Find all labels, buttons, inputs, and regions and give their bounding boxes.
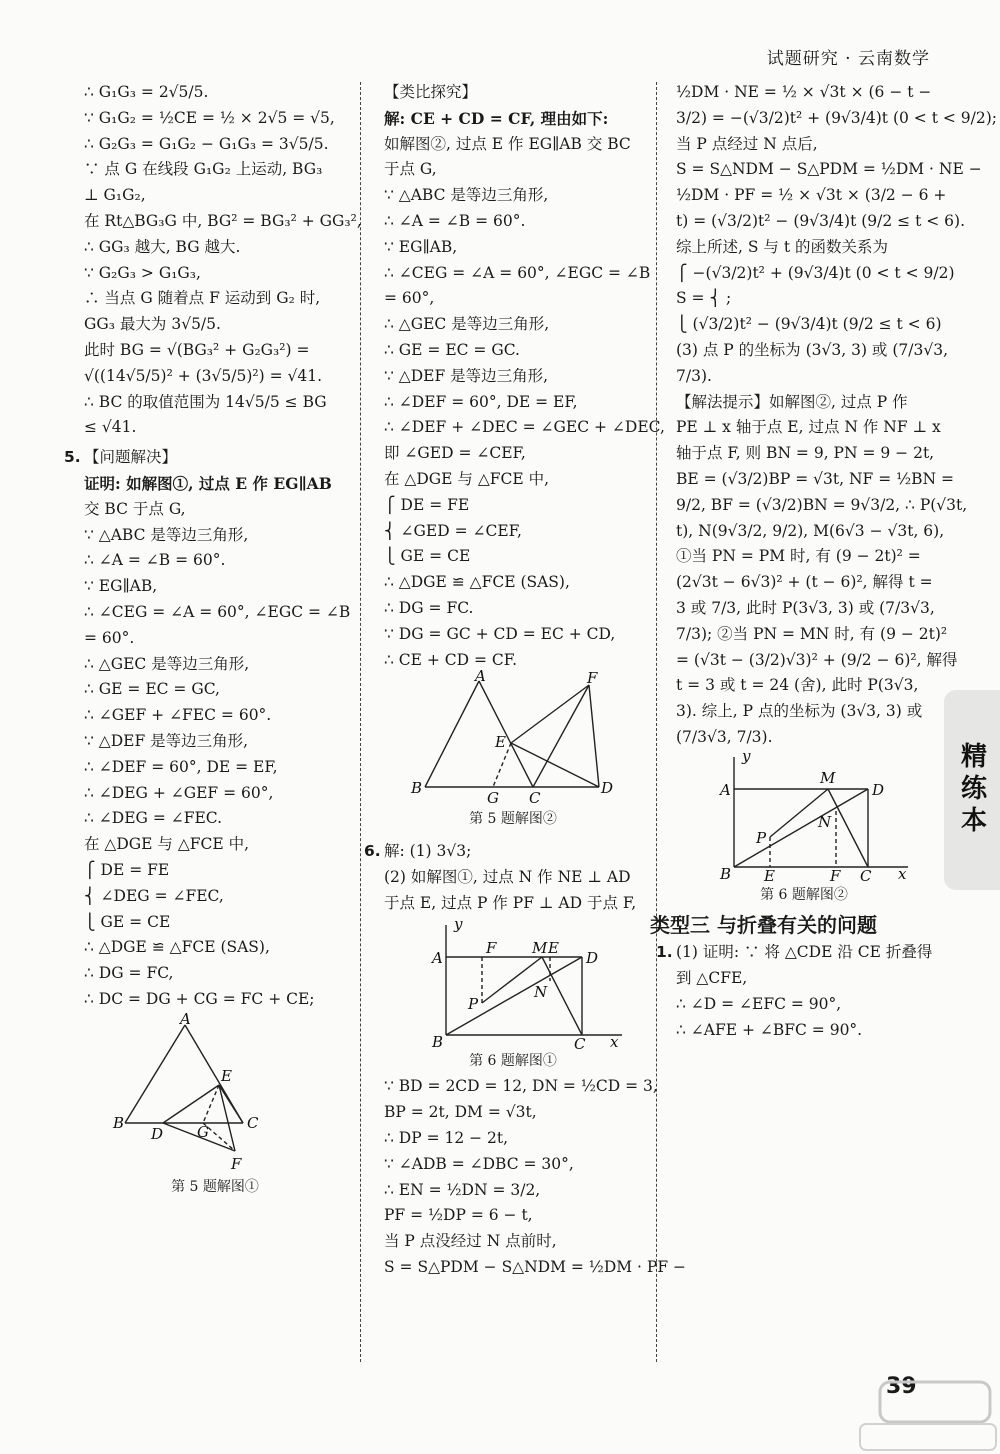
figure-6-1-label: A <box>432 948 443 967</box>
text-line: ⎨ ∠DEG = ∠FEC, <box>84 886 224 905</box>
figure-5-1-label: C <box>247 1113 259 1132</box>
text-line: ∴ DC = DG + CG = FC + CE; <box>84 989 315 1008</box>
figure-6-2-label: E <box>764 866 775 885</box>
text-line: 到 △CFE, <box>676 969 748 988</box>
text-line: 在 Rt△BG₃G 中, BG² = BG₃² + GG₃², <box>84 211 362 230</box>
text-line: ∴ ∠AFE + ∠BFC = 90°. <box>676 1020 863 1039</box>
text-line: ①当 PN = PM 时, 有 (9 − 2t)² = <box>676 547 921 566</box>
text-line: ∴ DG = FC. <box>384 598 474 617</box>
text-line: 解: CE + CD = CF, 理由如下: <box>384 108 609 128</box>
text-line: (7/3√3, 7/3). <box>676 727 773 746</box>
text-line: ∴ CE + CD = CF. <box>384 650 518 669</box>
text-line: 于点 E, 过点 P 作 PF ⊥ AD 于点 F, <box>384 893 637 912</box>
text-line: = (√3t − (3/2)√3)² + (9/2 − 6)², 解得 <box>676 650 958 669</box>
watermark-logo <box>840 1378 1000 1454</box>
text-line: ∴ GG₃ 越大, BG 越大. <box>84 237 241 256</box>
question-6-number: 6. <box>364 842 381 861</box>
text-line: ⎧ −(√3/2)t² + (9√3/4)t (0 < t < 9/2) <box>676 263 955 282</box>
text-line: ⎧ DE = FE <box>384 495 470 514</box>
text-line: 解: (1) 3√3; <box>384 842 472 861</box>
text-line: 【解法提示】如解图②, 过点 P 作 <box>676 392 908 411</box>
figure-6-2-label: D <box>872 780 885 799</box>
figure-6-1-label: D <box>586 948 599 967</box>
page-header: 试题研究 · 云南数学 <box>766 49 930 69</box>
text-line: ∵ DG = GC + CD = EC + CD, <box>384 624 616 643</box>
text-line: ∴ △DGE ≌ △FCE (SAS), <box>84 938 270 957</box>
text-line: 3 或 7/3, 此时 P(3√3, 3) 或 (7/3√3, <box>676 598 935 617</box>
text-line: 证明: 如解图①, 过点 E 作 EG∥AB <box>84 473 332 493</box>
text-line: ∵ △DEF 是等边三角形, <box>384 366 549 385</box>
figure-6-1-label: N <box>534 982 548 1001</box>
figure-6-1 <box>398 914 628 1053</box>
figure-5-2-label: D <box>601 779 614 798</box>
text-line: (1) 证明: ∵ 将 △CDE 沿 CE 折叠得 <box>676 943 933 962</box>
column-divider-2 <box>656 82 657 1362</box>
text-line: S = ⎨ ; <box>676 289 732 308</box>
text-line: = 60°. <box>84 628 135 647</box>
figure-5-1-label: D <box>151 1124 164 1143</box>
figure-6-2-label: M <box>820 768 836 787</box>
text-line: 当 P 点经过 N 点后, <box>676 134 818 153</box>
text-line: 在 △DGE 与 △FCE 中, <box>384 469 550 488</box>
text-line: ∵ G₁G₂ = ½CE = ½ × 2√5 = √5, <box>84 108 335 127</box>
section-title-type-3: 类型三 与折叠有关的问题 <box>650 912 877 937</box>
text-line: ∴ △GEC 是等边三角形, <box>384 315 550 334</box>
text-line: ½DM · PF = ½ × √3t × (3/2 − 6 + <box>676 186 947 205</box>
text-line: ∴ ∠A = ∠B = 60°. <box>384 211 526 230</box>
text-line: ∵ △DEF 是等边三角形, <box>84 731 249 750</box>
figure-5-2-label: G <box>487 789 499 808</box>
text-line: t), N(9√3/2, 9/2), M(6√3 − √3t, 6), <box>676 521 945 540</box>
figure-5-1-label: B <box>113 1113 125 1132</box>
text-line: ∴ ∠DEG = ∠FEC. <box>84 809 223 828</box>
text-line: 在 △DGE 与 △FCE 中, <box>84 835 250 854</box>
figure-6-2-caption: 第 6 题解图② <box>760 886 848 903</box>
column-1-lines <box>84 80 362 441</box>
figure-5-2-caption: 第 5 题解图② <box>469 811 557 828</box>
text-line: 综上所述, S 与 t 的函数关系为 <box>676 237 888 256</box>
text-line: ∵ EG∥AB, <box>84 577 158 596</box>
text-line: 如解图②, 过点 E 作 EG∥AB 交 BC <box>384 134 631 153</box>
figure-5-2 <box>403 667 623 808</box>
text-line: √((14√5/5)² + (3√5/5)²) = √41. <box>84 366 323 385</box>
text-line: 轴于点 F, 则 BN = 9, PN = 9 − 2t, <box>676 444 935 463</box>
text-line: t = 3 或 t = 24 (舍), 此时 P(3√3, <box>676 676 919 695</box>
figure-5-1-label: G <box>197 1122 209 1141</box>
figure-6-1-label: B <box>432 1032 444 1051</box>
question-5-title: 【问题解决】 <box>84 448 178 467</box>
text-line: (3) 点 P 的坐标为 (3√3, 3) 或 (7/3√3, <box>676 340 949 359</box>
section-3-question-1-lines <box>676 940 932 1043</box>
figure-5-2-label: E <box>495 733 506 752</box>
text-line: ⎩ GE = CE <box>84 912 171 931</box>
text-line: BP = 2t, DM = √3t, <box>384 1103 537 1122</box>
text-line: 3). 综上, P 点的坐标为 (3√3, 3) 或 <box>676 702 923 721</box>
side-tab <box>944 690 1000 890</box>
figure-5-2-label: F <box>587 669 598 688</box>
column-3-lines <box>676 80 997 751</box>
text-line: ∴ △GEC 是等边三角形, <box>84 654 250 673</box>
text-line: 3/2) = −(√3/2)t² + (9√3/4)t (0 < t < 9/2); <box>676 108 997 127</box>
page-number: 39 <box>886 1374 917 1399</box>
question-5-number: 5. <box>64 448 81 467</box>
text-line: S = S△NDM − S△PDM = ½DM · NE − <box>676 160 982 179</box>
question-6-lines-continued <box>384 1074 687 1280</box>
text-line: ⎨ ∠GED = ∠CEF, <box>384 521 522 540</box>
section-3-question-1-number: 1. <box>656 943 673 962</box>
analogy-title: 【类比探究】 <box>384 83 478 101</box>
figure-6-1-label: C <box>574 1034 586 1053</box>
column-2-lines <box>384 106 665 674</box>
text-line: ∴ GE = EC = GC. <box>384 340 520 359</box>
text-line: 9/2, BF = (√3/2)BN = 9√3/2, ∴ P(√3t, <box>676 495 968 514</box>
figure-6-2-label: P <box>756 828 767 847</box>
text-line: ∴ ∠DEG + ∠GEF = 60°, <box>84 783 274 802</box>
text-line: 交 BC 于点 G, <box>84 499 186 518</box>
question-6-lines <box>384 839 642 916</box>
text-line: ∴ ∠D = ∠EFC = 90°, <box>676 994 842 1013</box>
figure-6-1-label: y <box>454 914 463 933</box>
text-line: ⎩ GE = CE <box>384 547 471 566</box>
figure-5-1-label: F <box>231 1154 242 1173</box>
figure-5-2-label: C <box>529 789 541 808</box>
text-line: ∵ △ABC 是等边三角形, <box>84 525 249 544</box>
text-line: ∴ ∠DEF + ∠DEC = ∠GEC + ∠DEC, <box>384 418 665 437</box>
text-line: ∴ △DGE ≌ △FCE (SAS), <box>384 573 570 592</box>
figure-6-2-label: F <box>830 866 841 885</box>
figure-6-1-label: M <box>532 938 548 957</box>
text-line: ∴ DP = 12 − 2t, <box>384 1128 509 1147</box>
figure-5-1-label: A <box>180 1009 191 1028</box>
text-line: ∴ BC 的取值范围为 14√5/5 ≤ BG <box>84 392 327 411</box>
text-line: ∴ DG = FC, <box>84 964 174 983</box>
text-line: 当 P 点没经过 N 点前时, <box>384 1232 557 1251</box>
column-1 <box>64 80 362 1200</box>
figure-6-1-label: P <box>468 994 479 1013</box>
text-line: 即 ∠GED = ∠CEF, <box>384 444 526 463</box>
text-line: ∴ ∠CEG = ∠A = 60°, ∠EGC = ∠B <box>384 263 651 282</box>
figure-6-2-label: x <box>898 864 907 883</box>
text-line: t) = (√3/2)t² − (9√3/4)t (9/2 ≤ t < 6). <box>676 211 965 230</box>
text-line: ∴ ∠A = ∠B = 60°. <box>84 551 226 570</box>
text-line: 7/3). <box>676 366 712 385</box>
text-line: ⊥ G₁G₂, <box>84 186 146 205</box>
text-line: ∴ G₂G₃ = G₁G₂ − G₁G₃ = 3√5/5. <box>84 134 329 153</box>
text-line: GG₃ 最大为 3√5/5. <box>84 315 221 334</box>
text-line: = 60°, <box>384 289 435 308</box>
figure-6-1-label: E <box>548 938 559 957</box>
column-divider-1 <box>360 82 361 1362</box>
text-line: ∵ △ABC 是等边三角形, <box>384 186 549 205</box>
figure-5-1-caption: 第 5 题解图① <box>171 1178 259 1195</box>
text-line: PF = ½DP = 6 − t, <box>384 1206 533 1225</box>
text-line: (2√3t − 6√3)² + (t − 6)², 解得 t = <box>676 573 933 592</box>
column-2 <box>364 80 687 1281</box>
figure-6-2-label: C <box>860 866 872 885</box>
text-line: ∴ ∠CEG = ∠A = 60°, ∠EGC = ∠B <box>84 602 351 621</box>
text-line: (2) 如解图①, 过点 N 作 NE ⊥ AD <box>384 867 631 886</box>
text-line: ⎩ (√3/2)t² − (9√3/4)t (9/2 ≤ t < 6) <box>676 315 942 334</box>
figure-6-2-label: B <box>720 864 732 883</box>
text-line: 于点 G, <box>384 160 437 179</box>
text-line: ∴ G₁G₃ = 2√5/5. <box>84 83 209 101</box>
text-line: 7/3); ②当 PN = MN 时, 有 (9 − 2t)² <box>676 624 948 643</box>
text-line: ∴ EN = ½DN = 3/2, <box>384 1180 541 1199</box>
figure-5-2-label: B <box>411 779 423 798</box>
figure-6-2-label: A <box>720 780 731 799</box>
figure-6-1-label: F <box>486 938 497 957</box>
text-line: ½DM · NE = ½ × √3t × (6 − t − <box>676 83 932 101</box>
text-line: ≤ √41. <box>84 418 137 437</box>
text-line: ∴ ∠GEF + ∠FEC = 60°. <box>84 706 272 725</box>
figure-6-2-label: y <box>742 746 751 765</box>
text-line: ∴ 当点 G 随着点 F 运动到 G₂ 时, <box>84 289 321 308</box>
text-line: ∴ GE = EC = GC, <box>84 680 220 699</box>
figure-5-1 <box>113 1009 315 1175</box>
text-line: 此时 BG = √(BG₃² + G₂G₃²) = <box>84 340 310 359</box>
figure-6-1-caption: 第 6 题解图① <box>469 1052 557 1069</box>
figure-5-2-label: A <box>475 667 486 686</box>
text-line: S = S△PDM − S△NDM = ½DM · PF − <box>384 1257 687 1276</box>
text-line: ∵ G₂G₃ > G₁G₃, <box>84 263 201 282</box>
text-line: ∵ EG∥AB, <box>384 237 458 256</box>
text-line: ∴ ∠DEF = 60°, DE = EF, <box>384 392 578 411</box>
figure-5-1-label: E <box>221 1066 232 1085</box>
question-5-lines <box>84 471 351 1013</box>
text-line: PE ⊥ x 轴于点 E, 过点 N 作 NF ⊥ x <box>676 418 941 437</box>
text-line: ∵ ∠ADB = ∠DBC = 30°, <box>384 1154 574 1173</box>
figure-6-1-label: x <box>610 1032 619 1051</box>
text-line: ∴ ∠DEF = 60°, DE = EF, <box>84 757 278 776</box>
text-line: BE = (√3/2)BP = √3t, NF = ½BN = <box>676 469 954 488</box>
figure-6-2-label: N <box>818 812 832 831</box>
text-line: ⎧ DE = FE <box>84 860 170 879</box>
text-line: ∵ 点 G 在线段 G₁G₂ 上运动, BG₃ <box>84 160 323 179</box>
side-tab-label: 精练本 <box>956 742 987 838</box>
figure-6-2 <box>694 746 914 885</box>
text-line: ∵ BD = 2CD = 12, DN = ½CD = 3, <box>384 1077 658 1096</box>
